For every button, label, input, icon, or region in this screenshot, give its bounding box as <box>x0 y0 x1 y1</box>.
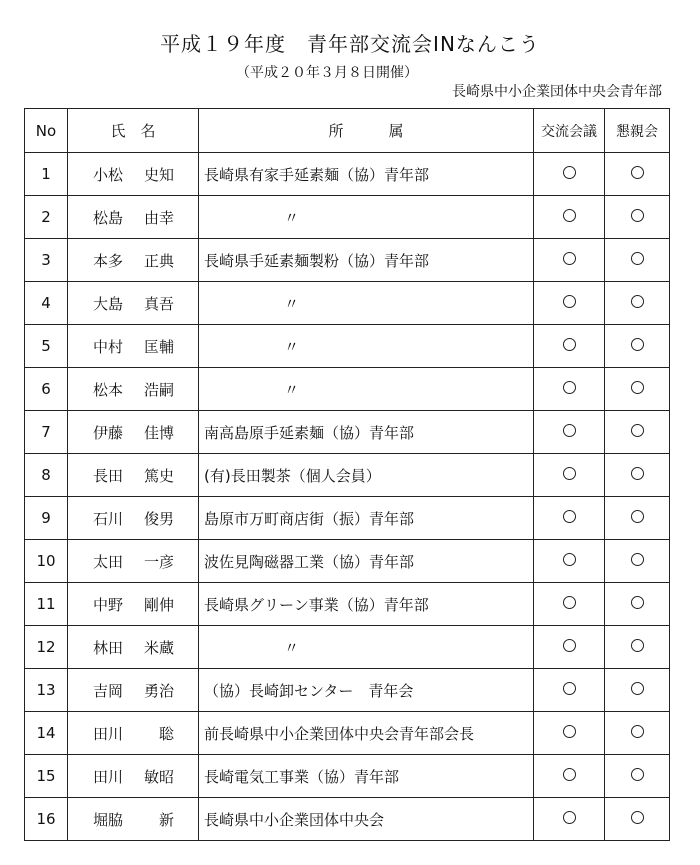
affiliation: 長崎県有家手延素麺（協）青年部 <box>199 153 534 196</box>
family-name: 石川 <box>93 509 124 528</box>
meeting-attendance <box>534 712 605 755</box>
attendance-circle-icon <box>563 424 576 437</box>
attendance-circle-icon <box>563 166 576 179</box>
given-name: 篤史 <box>143 466 174 485</box>
meeting-attendance <box>534 669 605 712</box>
document-title: 平成１９年度 青年部交流会INなんこう <box>160 32 540 56</box>
family-name: 小松 <box>93 165 124 184</box>
affiliation: （協）長崎卸センター 青年会 <box>199 669 534 712</box>
family-name: 堀脇 <box>93 810 124 829</box>
row-number: 6 <box>25 368 68 411</box>
attendance-circle-icon <box>631 209 644 222</box>
meeting-attendance <box>534 239 605 282</box>
attendance-circle-icon <box>631 811 644 824</box>
table-row <box>25 540 670 583</box>
row-number: 4 <box>25 282 68 325</box>
family-name: 吉岡 <box>93 681 124 700</box>
given-name: 俊男 <box>143 509 174 528</box>
table-row <box>25 239 670 282</box>
meeting-attendance <box>534 454 605 497</box>
attendance-circle-icon <box>631 510 644 523</box>
party-attendance <box>605 411 670 454</box>
attendance-circle-icon <box>563 467 576 480</box>
family-name: 松島 <box>93 208 124 227</box>
table-row <box>25 282 670 325</box>
attendance-circle-icon <box>563 639 576 652</box>
given-name: 匡輔 <box>143 337 174 356</box>
meeting-attendance <box>534 196 605 239</box>
participant-name <box>68 540 199 583</box>
attendance-circle-icon <box>631 553 644 566</box>
attendance-circle-icon <box>631 295 644 308</box>
party-attendance <box>605 239 670 282</box>
attendance-circle-icon <box>563 725 576 738</box>
table-row <box>25 755 670 798</box>
participant-name <box>68 669 199 712</box>
organizer: 長崎県中小企業団体中央会青年部 <box>452 84 662 100</box>
attendance-circle-icon <box>631 768 644 781</box>
attendance-circle-icon <box>563 252 576 265</box>
header-party: 懇親会 <box>605 109 670 153</box>
participant-name <box>68 282 199 325</box>
affiliation: 〃 <box>199 196 534 239</box>
participant-name <box>68 626 199 669</box>
table-row <box>25 325 670 368</box>
attendance-circle-icon <box>631 381 644 394</box>
given-name: 浩嗣 <box>143 380 174 399</box>
party-attendance <box>605 368 670 411</box>
party-attendance <box>605 282 670 325</box>
attendance-circle-icon <box>631 467 644 480</box>
table-row <box>25 712 670 755</box>
participant-name <box>68 798 199 841</box>
attendance-circle-icon <box>563 295 576 308</box>
given-name: 聡 <box>158 724 174 743</box>
given-name: 真吾 <box>143 294 174 313</box>
meeting-attendance <box>534 411 605 454</box>
meeting-attendance <box>534 497 605 540</box>
affiliation: 前長崎県中小企業団体中央会青年部会長 <box>199 712 534 755</box>
attendance-circle-icon <box>563 768 576 781</box>
table-row <box>25 497 670 540</box>
table-row <box>25 411 670 454</box>
family-name: 松本 <box>93 380 124 399</box>
affiliation: 〃 <box>199 368 534 411</box>
family-name: 林田 <box>93 638 124 657</box>
party-attendance <box>605 325 670 368</box>
party-attendance <box>605 712 670 755</box>
row-number: 5 <box>25 325 68 368</box>
attendance-circle-icon <box>631 682 644 695</box>
given-name: 米蔵 <box>143 638 174 657</box>
party-attendance <box>605 153 670 196</box>
affiliation: 長崎県中小企業団体中央会 <box>199 798 534 841</box>
meeting-attendance <box>534 583 605 626</box>
family-name: 伊藤 <box>93 423 124 442</box>
given-name: 勇治 <box>143 681 174 700</box>
attendance-circle-icon <box>563 381 576 394</box>
attendance-circle-icon <box>631 166 644 179</box>
participant-name <box>68 411 199 454</box>
party-attendance <box>605 798 670 841</box>
given-name: 史知 <box>143 165 174 184</box>
given-name: 佳博 <box>143 423 174 442</box>
header-meeting: 交流会議 <box>534 109 605 153</box>
family-name: 田川 <box>93 767 124 786</box>
affiliation: 波佐見陶磁器工業（協）青年部 <box>199 540 534 583</box>
row-number: 9 <box>25 497 68 540</box>
affiliation: 〃 <box>199 325 534 368</box>
party-attendance <box>605 196 670 239</box>
row-number: 3 <box>25 239 68 282</box>
participant-name <box>68 196 199 239</box>
affiliation: 〃 <box>199 282 534 325</box>
event-date: （平成２０年３月８日開催） <box>236 65 418 81</box>
affiliation: 〃 <box>199 626 534 669</box>
attendance-circle-icon <box>631 596 644 609</box>
participant-name <box>68 755 199 798</box>
row-number: 10 <box>25 540 68 583</box>
header-affiliation: 所 属 <box>199 109 534 153</box>
participant-name <box>68 239 199 282</box>
participant-name <box>68 583 199 626</box>
row-number: 8 <box>25 454 68 497</box>
row-number: 16 <box>25 798 68 841</box>
row-number: 7 <box>25 411 68 454</box>
meeting-attendance <box>534 368 605 411</box>
row-number: 2 <box>25 196 68 239</box>
party-attendance <box>605 454 670 497</box>
participant-name <box>68 712 199 755</box>
row-number: 1 <box>25 153 68 196</box>
table-row <box>25 583 670 626</box>
row-number: 12 <box>25 626 68 669</box>
affiliation: 長崎県手延素麺製粉（協）青年部 <box>199 239 534 282</box>
meeting-attendance <box>534 798 605 841</box>
row-number: 14 <box>25 712 68 755</box>
party-attendance <box>605 540 670 583</box>
row-number: 15 <box>25 755 68 798</box>
given-name: 正典 <box>143 251 174 270</box>
table-row <box>25 798 670 841</box>
given-name: 敏昭 <box>143 767 174 786</box>
family-name: 大島 <box>93 294 124 313</box>
family-name: 中村 <box>93 337 124 356</box>
attendance-circle-icon <box>563 553 576 566</box>
party-attendance <box>605 626 670 669</box>
given-name: 一彦 <box>143 552 174 571</box>
party-attendance <box>605 755 670 798</box>
table-row <box>25 669 670 712</box>
attendance-circle-icon <box>563 682 576 695</box>
participant-name <box>68 153 199 196</box>
table-row <box>25 454 670 497</box>
attendance-circle-icon <box>631 725 644 738</box>
table-row <box>25 196 670 239</box>
affiliation: 南高島原手延素麺（協）青年部 <box>199 411 534 454</box>
family-name: 長田 <box>93 466 124 485</box>
header-name: 氏 名 <box>68 109 199 153</box>
given-name: 新 <box>158 810 174 829</box>
attendance-circle-icon <box>563 811 576 824</box>
row-number: 11 <box>25 583 68 626</box>
party-attendance <box>605 497 670 540</box>
attendance-circle-icon <box>563 338 576 351</box>
affiliation: 長崎県グリーン事業（協）青年部 <box>199 583 534 626</box>
attendance-circle-icon <box>631 424 644 437</box>
meeting-attendance <box>534 153 605 196</box>
affiliation: 長崎電気工事業（協）青年部 <box>199 755 534 798</box>
attendance-circle-icon <box>563 510 576 523</box>
table-row <box>25 153 670 196</box>
affiliation: (有)長田製茶（個人会員） <box>199 454 534 497</box>
header-row <box>25 109 670 153</box>
family-name: 太田 <box>93 552 124 571</box>
meeting-attendance <box>534 626 605 669</box>
attendance-circle-icon <box>631 639 644 652</box>
row-number: 13 <box>25 669 68 712</box>
attendance-circle-icon <box>631 338 644 351</box>
meeting-attendance <box>534 755 605 798</box>
party-attendance <box>605 583 670 626</box>
table-row <box>25 626 670 669</box>
affiliation: 島原市万町商店街（振）青年部 <box>199 497 534 540</box>
participant-table <box>24 108 670 841</box>
participant-name <box>68 325 199 368</box>
attendance-circle-icon <box>631 252 644 265</box>
family-name: 本多 <box>93 251 124 270</box>
attendance-circle-icon <box>563 209 576 222</box>
header-no: No <box>25 109 68 153</box>
meeting-attendance <box>534 282 605 325</box>
family-name: 田川 <box>93 724 124 743</box>
participant-name <box>68 368 199 411</box>
attendance-circle-icon <box>563 596 576 609</box>
participant-name <box>68 497 199 540</box>
meeting-attendance <box>534 540 605 583</box>
family-name: 中野 <box>93 595 124 614</box>
table-row <box>25 368 670 411</box>
participant-name <box>68 454 199 497</box>
given-name: 由幸 <box>143 208 174 227</box>
party-attendance <box>605 669 670 712</box>
meeting-attendance <box>534 325 605 368</box>
given-name: 剛伸 <box>143 595 174 614</box>
